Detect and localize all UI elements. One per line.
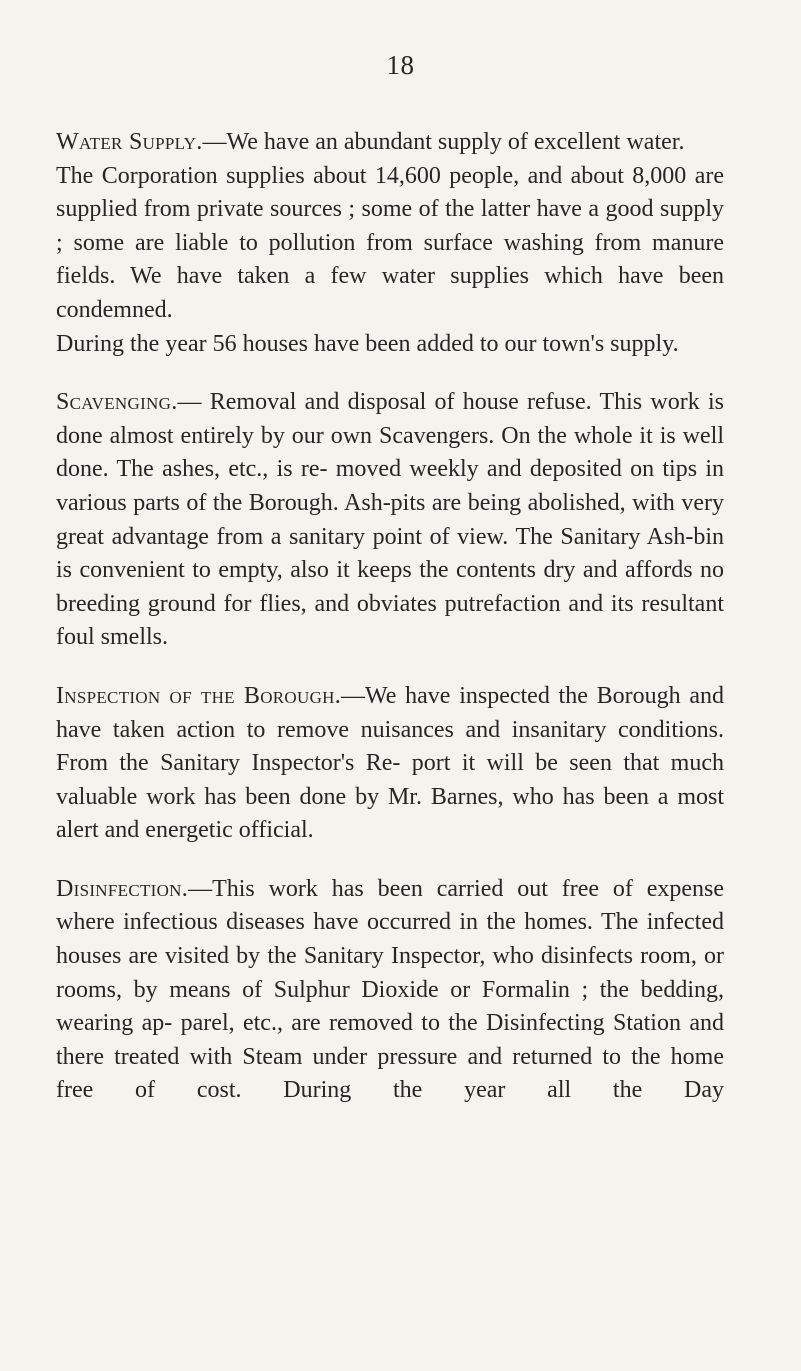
section-heading-water-supply: Water Supply. bbox=[56, 129, 203, 155]
page-body bbox=[56, 126, 724, 1133]
page-number: 18 bbox=[386, 50, 415, 80]
section-text-water-supply: —We have an abundant supply of excellent water. bbox=[202, 129, 685, 155]
section-heading-inspection: Inspection of the Borough. bbox=[56, 682, 342, 709]
inspection-paragraph bbox=[56, 680, 724, 848]
section-heading-disinfection: Disinfection. bbox=[56, 875, 189, 902]
scavenging-paragraph bbox=[56, 386, 724, 655]
section-heading-scavenging: Scavenging. bbox=[56, 389, 178, 416]
section-text-inspection: —We have inspected the Borough and have taken action to remove nuisances and insanitary conditions. From the Sanitary Inspector's Re- port it will be seen that much valuable work has been done by Mr. Barnes, who has been a most alert and energetic official. bbox=[56, 682, 725, 844]
water-supply-corporation-paragraph: The Corporation supplies about 14,600 people, and about 8,000 are supplied from private sources ; some of the latter have a good supply ; some are liable to pollution from surface washing from manure fields. We have taken a few water supplies which have been condemned. bbox=[56, 162, 724, 323]
section-text-scavenging: — Removal and disposal of house refuse. This work is done almost entirely by our own Scavengers. On the whole it is well done. The ashes, etc., is re- moved weekly and deposited on tips in various parts of the Borough. Ash-pits are being abolished, with very great advantage from a sanitary point of view. The Sanitary Ash-bin is convenient to empty, also it keeps the contents dry and affords no breeding ground for flies, and obviates putrefaction and its resultant foul smells. bbox=[56, 389, 724, 651]
section-text-disinfection: —This work has been carried out free of expense where infectious diseases have occurred in the homes. The infected houses are visited by the Sanitary Inspector, who disinfects room, or rooms, by means of Sulphur Dioxide or Formalin ; the bedding, wearing ap- parel, etc., are removed to the Disinfecting Station and there treated with Steam under pressure and returned to the home free of cost. During the year all the Day bbox=[56, 875, 724, 1104]
disinfection-paragraph bbox=[56, 873, 724, 1108]
water-supply-paragraph bbox=[56, 126, 724, 160]
water-supply-houses-paragraph: During the year 56 houses have been added to our town's supply. bbox=[56, 330, 679, 357]
